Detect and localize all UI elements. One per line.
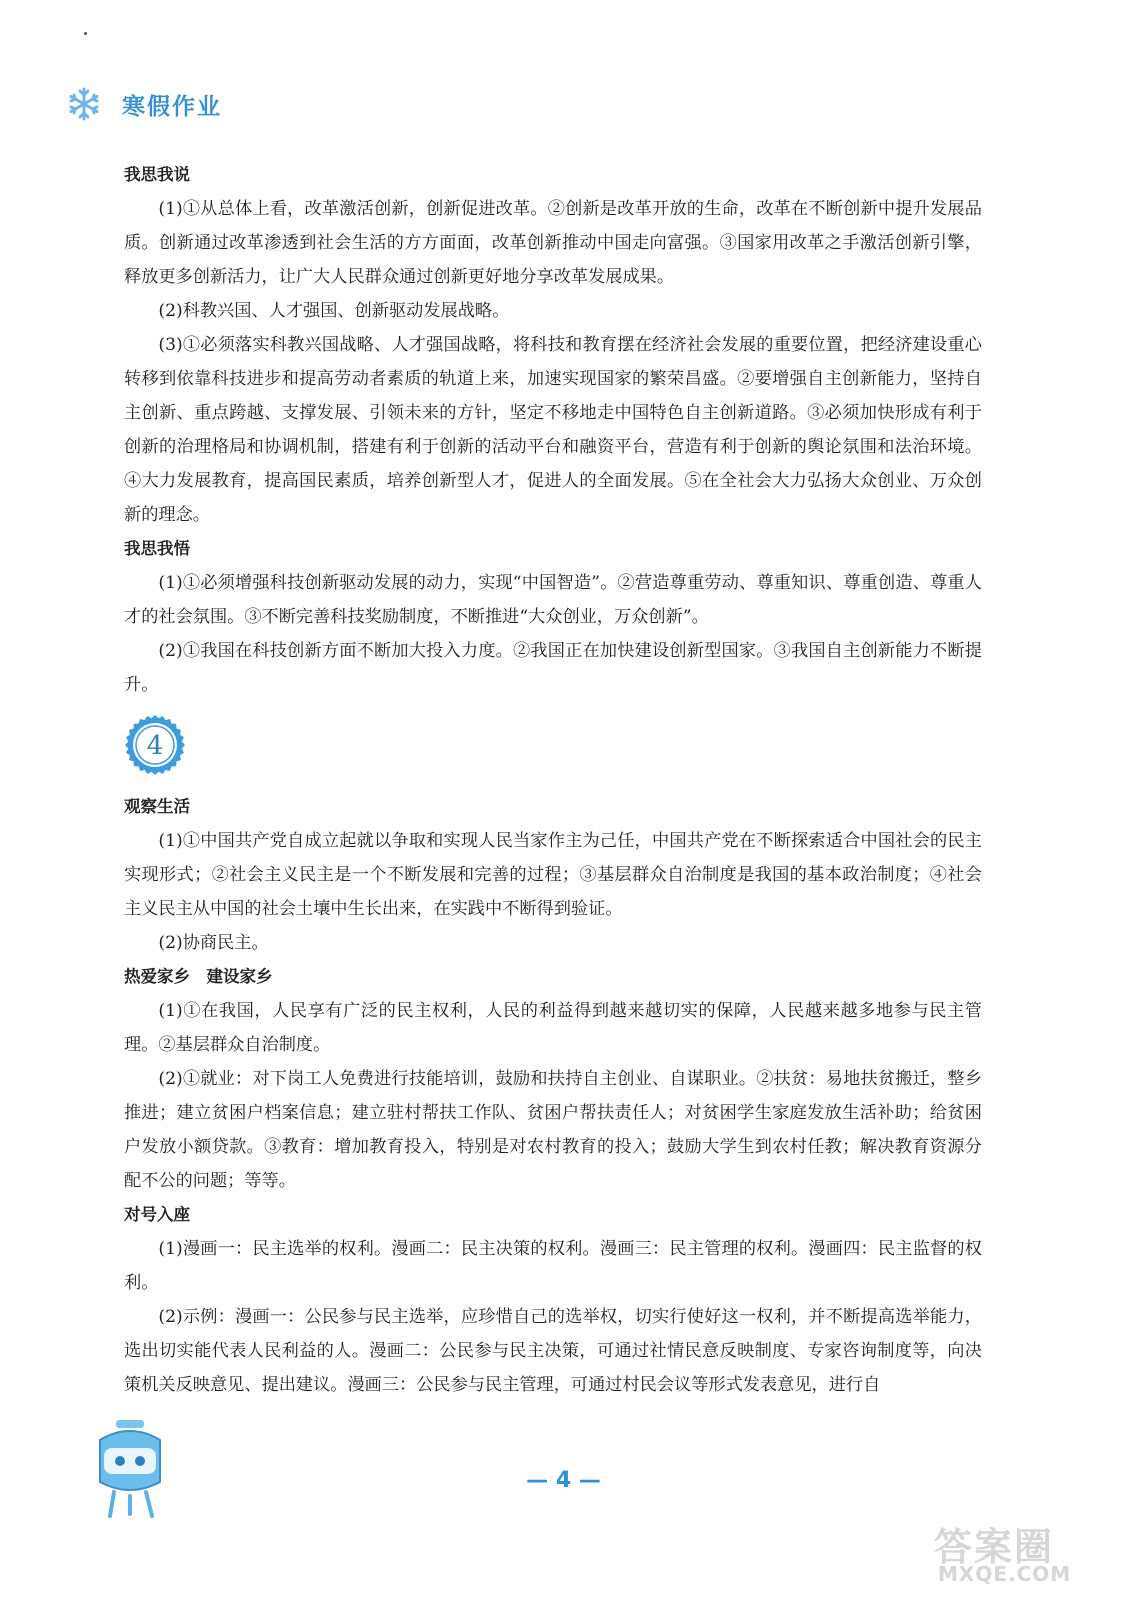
section-heading: 对号入座	[124, 1205, 190, 1224]
answer-paragraph: (2)①就业：对下岗工人免费进行技能培训，鼓励和扶持自主创业、自谋职业。②扶贫：易地扶贫搬迁，整乡推进；建立贫困户档案信息；建立驻村帮扶工作队、贫困户帮扶责任人；对贫困学生家庭发放生活补助；给贫困户发放小额贷款。③教育：增加教育投入，特别是对农村教育的投入；鼓励大学生到农村任教；解决教育资源分配不公的问题；等等。	[124, 1069, 982, 1191]
answer-paragraph: (2)协商民主。	[158, 933, 269, 953]
answer-paragraph: (2)①我国在科技创新方面不断加大投入力度。②我国正在加快建设创新型国家。③我国自主创新能力不断提升。	[124, 641, 982, 695]
corner-dot	[84, 32, 87, 35]
page-number: — 4 —	[526, 1468, 601, 1493]
answer-paragraph: (1)①在我国，人民享有广泛的民主权利，人民的利益得到越来越切实的保障，人民越来越多地参与民主管理。②基层群众自治制度。	[124, 1001, 982, 1055]
answer-paragraph: (2)科教兴国、人才强国、创新驱动发展战略。	[158, 301, 510, 321]
section-number: 4	[146, 731, 164, 761]
snowflake-icon	[66, 86, 102, 122]
section-title: 寒假作业	[122, 93, 222, 120]
answer-content	[124, 158, 982, 1402]
section-heading: 热爱家乡 建设家乡	[124, 967, 273, 986]
answer-paragraph: (1)①必须增强科技创新驱动发展的动力，实现“中国智造”。②营造尊重劳动、尊重知识、尊重创造、尊重人才的社会氛围。③不断完善科技奖励制度，不断推进“大众创业，万众创新”。	[124, 573, 982, 627]
site-watermark	[930, 1516, 1110, 1590]
answer-paragraph: (3)①必须落实科教兴国战略、人才强国战略，将科技和教育摆在经济社会发展的重要位置，把经济建设重心转移到依靠科技进步和提高劳动者素质的轨道上来，加速实现国家的繁荣昌盛。②要增强自主创新能力，坚持自主创新、重点跨越、支撑发展、引领未来的方针，坚定不移地走中国特色自主创新道路。③必须加快形成有利于创新的治理格局和协调机制，搭建有利于创新的活动平台和融资平台，营造有利于创新的舆论氛围和法治环境。④大力发展教育，提高国民素质，培养创新型人才，促进人的全面发展。⑤在全社会大力弘扬大众创业、万众创新的理念。	[124, 335, 982, 525]
section-heading: 观察生活	[124, 797, 190, 816]
answer-paragraph: (1)漫画一：民主选举的权利。漫画二：民主决策的权利。漫画三：民主管理的权利。漫画四：民主监督的权利。	[124, 1239, 982, 1293]
section-number-badge	[124, 714, 186, 776]
watermark-en: MXQE.COM	[938, 1562, 1072, 1586]
section-heading: 我思我说	[124, 165, 190, 184]
answer-paragraph: (2)示例：漫画一：公民参与民主选举，应珍惜自己的选举权，切实行使好这一权利，并不断提高选举能力，选出切实能代表人民利益的人。漫画二：公民参与民主决策，可通过社情民意反映制度、专家咨询制度等，向决策机关反映意见、提出建议。漫画三：公民参与民主管理，可通过村民会议等形式发表意见，进行自	[124, 1307, 982, 1395]
page-header	[66, 86, 222, 122]
section-heading: 我思我悟	[124, 539, 190, 558]
watermark-cn: 答案圈	[934, 1525, 1055, 1569]
answer-paragraph: (1)①中国共产党自成立起就以争取和实现人民当家作主为己任，中国共产党在不断探索适合中国社会的民主实现形式；②社会主义民主是一个不断发展和完善的过程；③基层群众自治制度是我国的基本政治制度；④社会主义民主从中国的社会土壤中生长出来，在实践中不断得到验证。	[124, 831, 982, 919]
answer-paragraph: (1)①从总体上看，改革激活创新，创新促进改革。②创新是改革开放的生命，改革在不断创新中提升发展品质。创新通过改革渗透到社会生活的方方面面，改革创新推动中国走向富强。③国家用改革之手激活创新引擎，释放更多创新活力，让广大人民群众通过创新更好地分享改革发展成果。	[124, 199, 982, 287]
